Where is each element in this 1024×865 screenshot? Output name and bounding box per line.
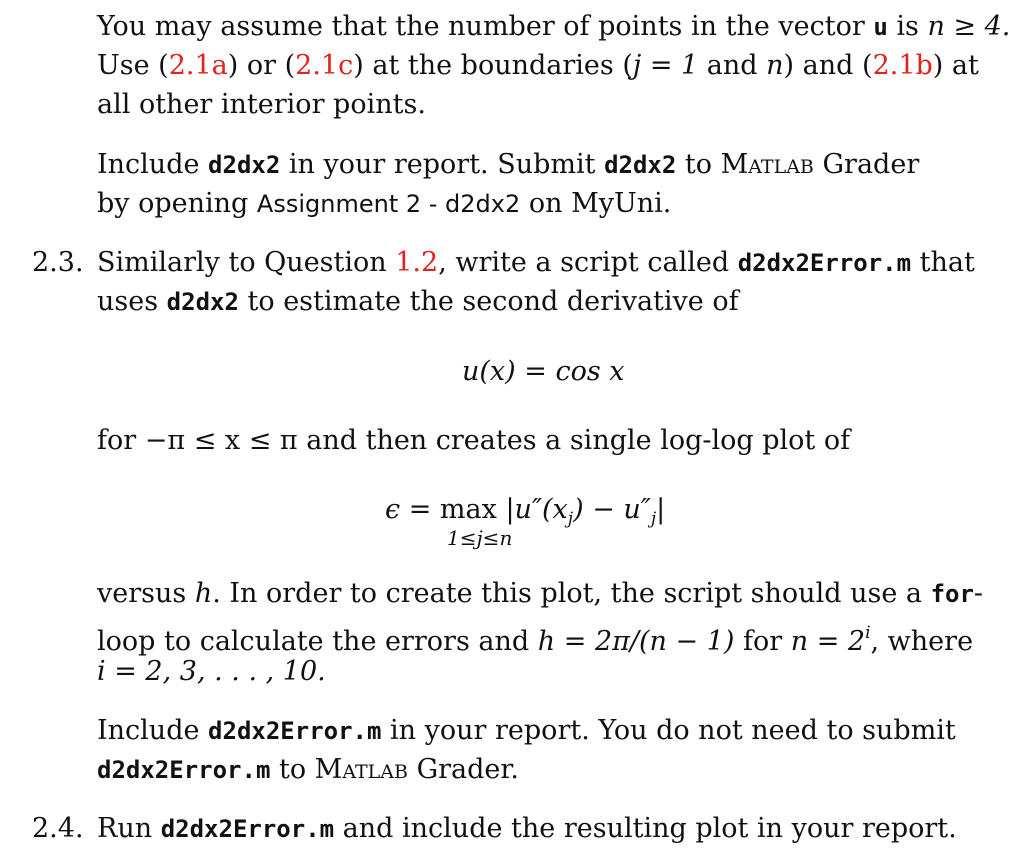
- ref-1-2-link[interactable]: 1.2: [395, 247, 439, 278]
- math-h-def: h = 2π/(n − 1): [537, 626, 735, 657]
- question-2-3-line-1: [97, 246, 975, 280]
- eq-sub: j: [650, 509, 657, 529]
- question-2-3-paragraph-line-1: [97, 714, 956, 748]
- question-number-2-4: 2.4.: [32, 813, 84, 844]
- question-2-3-paragraph-line-2: [97, 753, 519, 787]
- question-2-4-line-1: [97, 812, 957, 846]
- code-d2dx2error: d2dx2Error.m: [97, 756, 271, 784]
- text: Run: [97, 813, 161, 844]
- math-n-ge-4: n ≥ 4.: [927, 11, 1011, 42]
- eq-lhs: ϵ =: [385, 494, 432, 525]
- question-2-3-line-5: [97, 616, 973, 659]
- code-d2dx2error: d2dx2Error.m: [208, 717, 382, 745]
- text: is: [887, 11, 928, 42]
- text: ) or (: [227, 50, 296, 81]
- code-for: for: [930, 580, 974, 608]
- text: . In order to create this plot, the script should use a: [212, 578, 931, 609]
- math-n-eq: n = 2: [790, 626, 866, 657]
- ref-2-1a-link[interactable]: 2.1a: [168, 50, 228, 81]
- matlab-text: Matlab: [720, 149, 814, 180]
- text: for −π ≤ x ≤ π and then creates a single log-log plot of: [97, 425, 851, 456]
- text: to: [270, 754, 315, 785]
- text: all other interior points.: [97, 89, 426, 120]
- text: Grader.: [407, 754, 519, 785]
- eq-max: max: [439, 494, 497, 525]
- paragraph-1-line-1: [97, 10, 1010, 44]
- ref-2-1b-link[interactable]: 2.1b: [872, 50, 933, 81]
- text: , where: [870, 626, 974, 657]
- eq-rhs-b: ) − u″: [573, 494, 651, 525]
- paragraph-1-line-3: [97, 88, 426, 122]
- code-d2dx2error: d2dx2Error.m: [160, 815, 335, 843]
- text: , write a script called: [438, 247, 738, 278]
- text: loop to calculate the errors and: [97, 626, 538, 657]
- equation-error: [385, 493, 665, 536]
- text: to estimate the second derivative of: [238, 286, 739, 317]
- question-number-2-3: 2.3.: [32, 247, 84, 278]
- math-n: n: [766, 50, 784, 81]
- math-h: h: [194, 578, 213, 609]
- code-d2dx2error: d2dx2Error.m: [737, 249, 912, 277]
- question-2-3-line-4: [97, 577, 983, 611]
- paragraph-2-line-1: [97, 148, 919, 182]
- text: uses: [97, 286, 167, 317]
- text: Include: [97, 149, 209, 180]
- code-d2dx2: d2dx2: [208, 151, 281, 179]
- text: in your report. Submit: [280, 149, 605, 180]
- text: ) at the boundaries (: [353, 50, 633, 81]
- text: to: [676, 149, 721, 180]
- paragraph-1-line-2: [97, 49, 979, 83]
- equation-u-cos: u(x) = cos x: [462, 356, 625, 387]
- text: Use (: [97, 50, 169, 81]
- text: on MyUni.: [520, 188, 672, 219]
- text: and: [698, 50, 767, 81]
- text: by opening: [97, 188, 257, 219]
- eq-sub: j: [567, 509, 574, 529]
- question-2-3-line-3: [97, 424, 850, 458]
- code-d2dx2: d2dx2: [166, 288, 239, 316]
- assignment-name: Assignment 2 - d2dx2: [256, 190, 521, 218]
- question-2-3-line-2: [97, 285, 739, 319]
- code-d2dx2: d2dx2: [604, 151, 677, 179]
- matlab-text: Matlab: [314, 754, 408, 785]
- text: that: [911, 247, 975, 278]
- text: ) and (: [783, 50, 873, 81]
- text: You may assume that the number of points in the vector: [97, 11, 874, 42]
- text: versus: [97, 578, 195, 609]
- paragraph-2-line-2: [97, 187, 671, 221]
- question-2-3-line-6: i = 2, 3, . . . , 10.: [97, 656, 326, 687]
- text: in your report. You do not need to submit: [381, 715, 956, 746]
- ref-2-1c-link[interactable]: 2.1c: [295, 50, 354, 81]
- text: ) at: [932, 50, 979, 81]
- eq-rhs-c: |: [656, 494, 666, 525]
- eq-rhs: |u″(x: [505, 494, 568, 525]
- math-j-eq-1: j = 1: [632, 50, 699, 81]
- text: Grader: [813, 149, 920, 180]
- code-u: u: [873, 13, 888, 41]
- text: for: [734, 626, 791, 657]
- math-sup-i: i: [865, 623, 871, 643]
- text: Similarly to Question: [97, 247, 396, 278]
- text: -: [973, 578, 984, 609]
- text: Include: [97, 715, 209, 746]
- eq-max-range: 1≤j≤n: [447, 526, 513, 550]
- text: and include the resulting plot in your report.: [334, 813, 957, 844]
